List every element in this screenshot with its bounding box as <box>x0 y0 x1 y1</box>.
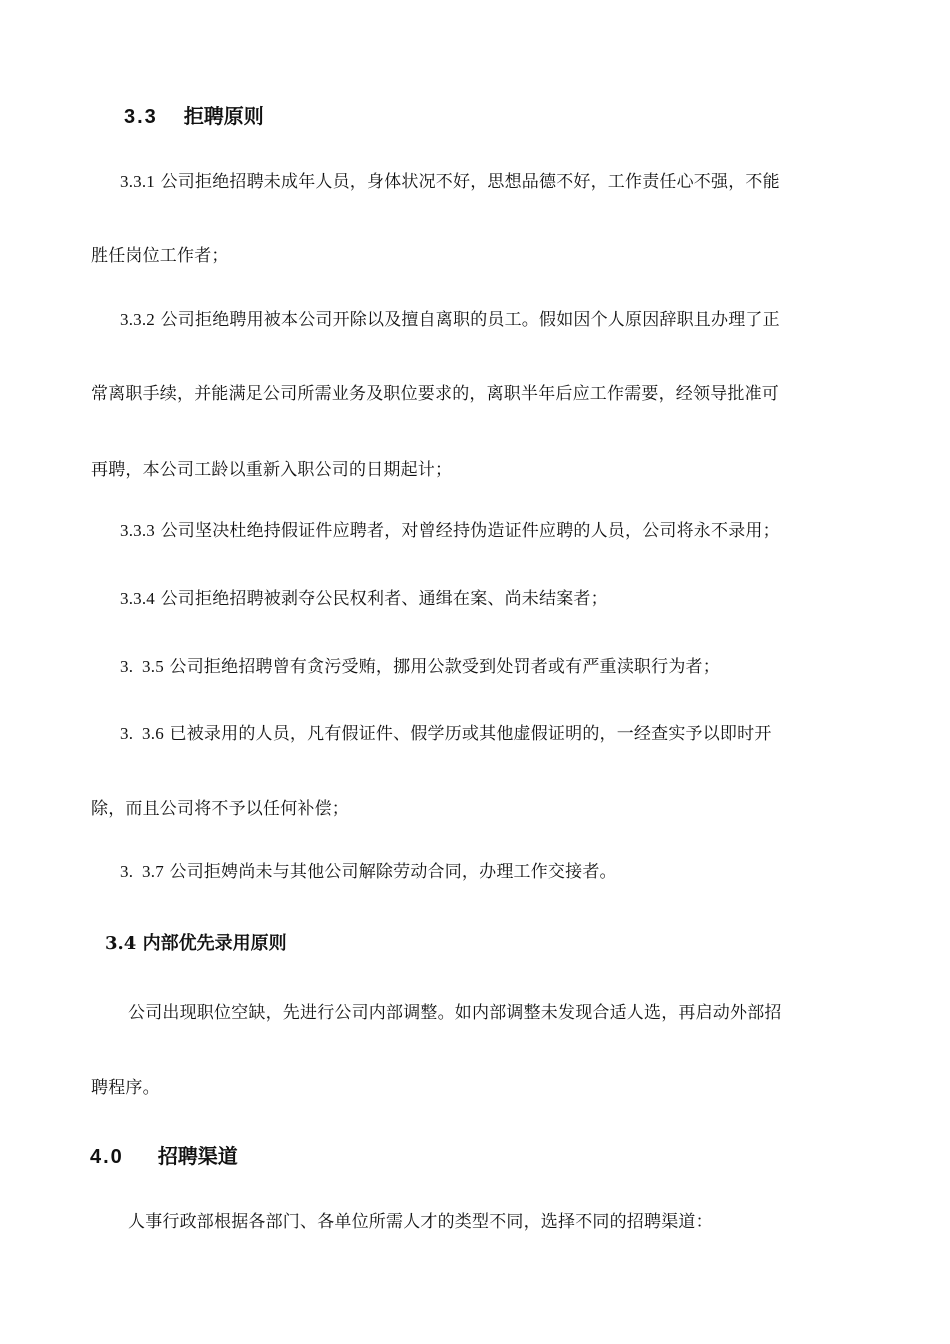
clause-3-3-2-cont1: 常离职手续，并能满足公司所需业务及职位要求的，离职半年后应工作需要，经领导批准可 <box>91 384 779 404</box>
clause-3-3-1 <box>120 172 780 192</box>
section-heading-4-0 <box>90 1140 238 1169</box>
clause-text: 公司拒绝招聘未成年人员，身体状况不好，思想品德不好，工作责任心不强，不能 <box>160 172 780 192</box>
clause-number: 3. 3.6 <box>120 724 164 743</box>
clause-3-3-2-cont2: 再聘，本公司工龄以重新入职公司的日期起计； <box>91 460 453 480</box>
section-title: 拒聘原则 <box>183 106 264 128</box>
clause-number: 3.3.3 <box>120 521 155 540</box>
clause-3-3-2 <box>120 310 780 330</box>
clause-text: 公司坚决杜绝持假证件应聘者，对曾经持伪造证件应聘的人员，公司将永不录用； <box>160 521 780 541</box>
paragraph-4-0: 人事行政部根据各部门、各单位所需人才的类型不同，选择不同的招聘渠道： <box>128 1212 713 1232</box>
clause-text: 公司拒绝招聘被剥夺公民权利者、通缉在案、尚未结案者； <box>160 589 608 609</box>
paragraph-3-4-cont: 聘程序。 <box>91 1078 160 1098</box>
clause-3-3-4 <box>120 589 608 609</box>
clause-3-3-5 <box>120 657 720 677</box>
clause-number: 3.3.1 <box>120 172 155 191</box>
clause-number: 3. 3.5 <box>120 657 164 676</box>
paragraph-3-4: 公司出现职位空缺，先进行公司内部调整。如内部调整未发现合适人选，再启动外部招 <box>128 1003 782 1023</box>
clause-text: 已被录用的人员，凡有假证件、假学历或其他虚假证明的，一经查实予以即时开 <box>169 724 772 744</box>
clause-text: 公司拒绝招聘曾有贪污受贿，挪用公款受到处罚者或有严重渎职行为者； <box>169 657 720 677</box>
clause-3-3-6 <box>120 724 772 744</box>
section-heading-3-3 <box>124 100 264 129</box>
clause-number: 3.3.4 <box>120 589 155 608</box>
clause-3-3-3 <box>120 521 780 541</box>
clause-3-3-1-cont: 胜任岗位工作者； <box>91 246 229 266</box>
section-number: 4.0 <box>90 1146 124 1168</box>
section-number: 3.4 <box>105 933 137 954</box>
clause-number: 3. 3.7 <box>120 862 164 881</box>
section-title: 招聘渠道 <box>157 1146 238 1168</box>
clause-number: 3.3.2 <box>120 310 155 329</box>
section-heading-3-4 <box>105 929 287 955</box>
clause-3-3-6-cont: 除，而且公司将不予以任何补偿； <box>91 799 349 819</box>
clause-text: 公司拒绝聘用被本公司开除以及擅自离职的员工。假如因个人原因辞职且办理了正 <box>160 310 780 330</box>
section-number: 3.3 <box>124 106 158 128</box>
clause-text: 公司拒娉尚未与其他公司解除劳动合同，办理工作交接者。 <box>169 862 617 882</box>
clause-3-3-7 <box>120 862 617 882</box>
section-title: 内部优先录用原则 <box>142 933 287 954</box>
